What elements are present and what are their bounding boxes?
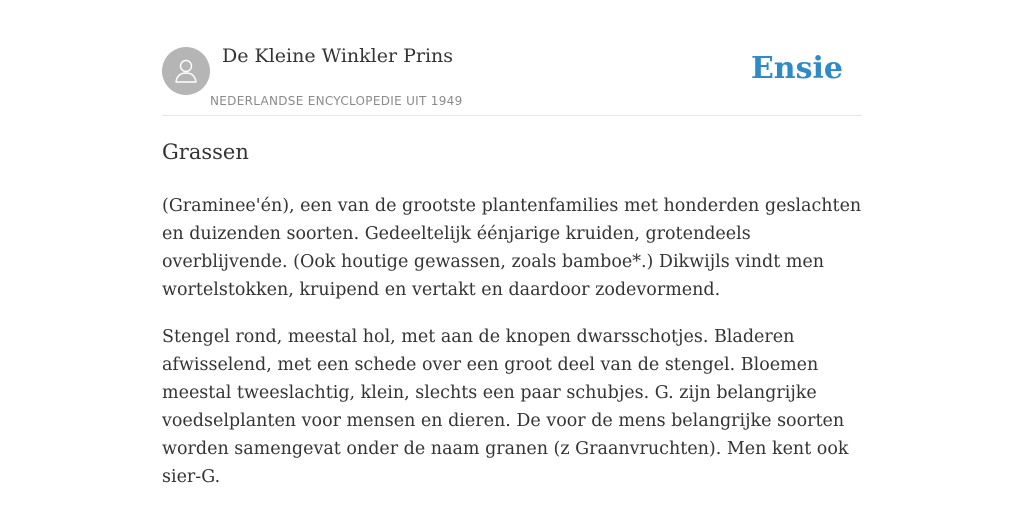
header-divider <box>162 115 862 116</box>
source-subtitle: NEDERLANDSE ENCYCLOPEDIE UIT 1949 <box>210 94 463 108</box>
article-paragraph-2: Stengel rond, meestal hol, met aan de knopen dwarsschotjes. Bladeren afwisselend, met een schede over een groot deel van de stengel. Bloemen meestal tweeslachtig, klein, slechts een paar schubjes. G. zijn belangrijke voedselplanten voor mensen en dieren. De voor de mens belangrijke soorten worden samengevat onder de naam granen (z Graanvruchten). Men kent ook sier-G. <box>162 327 849 487</box>
author-avatar[interactable] <box>162 47 210 95</box>
user-icon <box>171 56 201 86</box>
article-title: Grassen <box>162 140 249 164</box>
article-paragraph-1: (Graminee'én), een van de grootste plantenfamilies met honderden geslachten en duizenden soorten. Gedeeltelijk éénjarige kruiden, grotendeels overblijvende. (Ook houtige gewassen, zoals bamboe*.) Dikwijls vindt men wortelstokken, kruipend en vertakt en daardoor zodevormend. <box>162 196 862 300</box>
ensie-logo[interactable]: Ensie <box>750 51 843 86</box>
author-name[interactable]: De Kleine Winkler Prins <box>222 45 454 67</box>
